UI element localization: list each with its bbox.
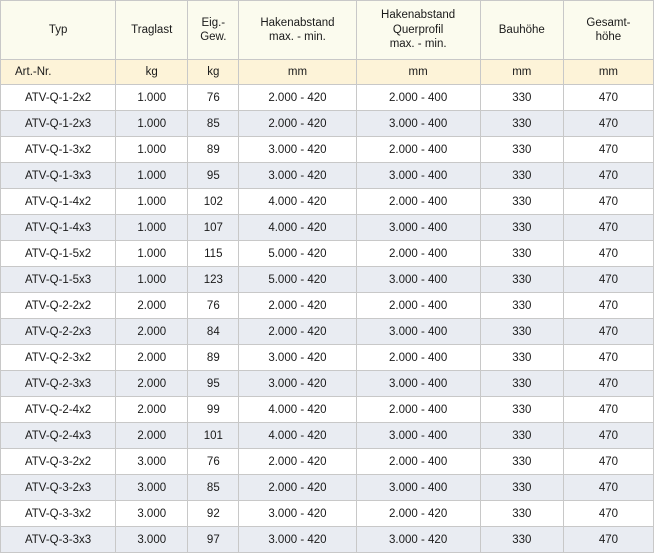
table-cell: 330 xyxy=(480,319,563,345)
table-cell: 2.000 xyxy=(116,423,188,449)
table-cell: 4.000 - 420 xyxy=(239,215,356,241)
table-cell: 3.000 - 420 xyxy=(239,527,356,553)
table-cell: 330 xyxy=(480,215,563,241)
units-cell-querprofil: mm xyxy=(356,60,480,85)
table-cell: 2.000 - 400 xyxy=(356,293,480,319)
header-querprofil-line2: Querprofil xyxy=(392,23,444,36)
table-cell: 3.000 - 420 xyxy=(239,345,356,371)
header-bauhoehe-line1: Bauhöhe xyxy=(498,23,545,36)
table-cell: 470 xyxy=(563,163,653,189)
cell-article-number: ATV-Q-2-3x2 xyxy=(1,345,116,371)
table-row xyxy=(1,215,654,241)
table-cell: 84 xyxy=(188,319,239,345)
table-cell: 330 xyxy=(480,371,563,397)
table-row xyxy=(1,137,654,163)
table-cell: 85 xyxy=(188,111,239,137)
table-cell: 2.000 - 420 xyxy=(356,501,480,527)
units-cell-bauhoehe: mm xyxy=(480,60,563,85)
table-row xyxy=(1,163,654,189)
units-cell-hakenabstand: mm xyxy=(239,60,356,85)
cell-article-number: ATV-Q-1-5x3 xyxy=(1,267,116,293)
header-gesamthoehe-line1: Gesamt- xyxy=(586,16,631,29)
table-cell: 1.000 xyxy=(116,137,188,163)
table-cell: 470 xyxy=(563,137,653,163)
units-cell-eigengewicht: kg xyxy=(188,60,239,85)
header-traglast-line1: Traglast xyxy=(131,23,173,36)
header-hakenabstand-line2: max. - min. xyxy=(269,31,326,43)
cell-article-number: ATV-Q-3-3x2 xyxy=(1,501,116,527)
table-row xyxy=(1,501,654,527)
table-row xyxy=(1,475,654,501)
table-row xyxy=(1,423,654,449)
table-cell: 5.000 - 420 xyxy=(239,241,356,267)
table-cell: 2.000 xyxy=(116,345,188,371)
table-cell: 330 xyxy=(480,85,563,111)
table-cell: 330 xyxy=(480,397,563,423)
table-cell: 2.000 xyxy=(116,293,188,319)
table-cell: 3.000 - 400 xyxy=(356,267,480,293)
table-cell: 3.000 - 420 xyxy=(239,137,356,163)
table-cell: 330 xyxy=(480,423,563,449)
cell-article-number: ATV-Q-2-3x3 xyxy=(1,371,116,397)
header-querprofil-line1: Hakenabstand xyxy=(381,9,456,22)
table-cell: 2.000 - 400 xyxy=(356,189,480,215)
table-cell: 3.000 - 400 xyxy=(356,423,480,449)
header-hakenabstand-line1: Hakenabstand xyxy=(260,16,335,29)
table-cell: 123 xyxy=(188,267,239,293)
table-cell: 1.000 xyxy=(116,215,188,241)
table-cell: 3.000 xyxy=(116,501,188,527)
table-cell: 76 xyxy=(188,449,239,475)
header-cell-typ xyxy=(1,1,116,60)
table-cell: 3.000 xyxy=(116,475,188,501)
table-cell: 470 xyxy=(563,267,653,293)
header-cell-hakenabstand xyxy=(239,1,356,60)
table-cell: 2.000 xyxy=(116,371,188,397)
table-cell: 3.000 - 420 xyxy=(239,371,356,397)
units-cell-artnr: Art.-Nr. xyxy=(1,60,116,85)
header-typ-line1: Typ xyxy=(48,23,68,36)
table-cell: 470 xyxy=(563,397,653,423)
table-row xyxy=(1,345,654,371)
table-cell: 2.000 - 400 xyxy=(356,345,480,371)
table-cell: 3.000 xyxy=(116,527,188,553)
table-cell: 2.000 - 400 xyxy=(356,241,480,267)
table-row xyxy=(1,371,654,397)
table-cell: 3.000 - 420 xyxy=(239,163,356,189)
table-cell: 2.000 xyxy=(116,397,188,423)
table-cell: 76 xyxy=(188,293,239,319)
table-cell: 3.000 - 420 xyxy=(239,501,356,527)
table-cell: 2.000 - 400 xyxy=(356,137,480,163)
table-cell: 470 xyxy=(563,345,653,371)
cell-article-number: ATV-Q-3-2x2 xyxy=(1,449,116,475)
cell-article-number: ATV-Q-1-2x2 xyxy=(1,85,116,111)
table-cell: 2.000 - 420 xyxy=(239,475,356,501)
table-cell: 3.000 - 400 xyxy=(356,215,480,241)
cell-article-number: ATV-Q-3-3x3 xyxy=(1,527,116,553)
cell-article-number: ATV-Q-2-4x3 xyxy=(1,423,116,449)
table-cell: 470 xyxy=(563,215,653,241)
table-cell: 3.000 - 400 xyxy=(356,111,480,137)
table-cell: 2.000 - 420 xyxy=(239,111,356,137)
header-cell-traglast xyxy=(116,1,188,60)
header-cell-bauhoehe xyxy=(480,1,563,60)
header-eigengewicht-line2: Gew. xyxy=(200,31,227,43)
table-cell: 470 xyxy=(563,475,653,501)
table-cell: 3.000 - 400 xyxy=(356,319,480,345)
table-cell: 330 xyxy=(480,189,563,215)
table-cell: 330 xyxy=(480,475,563,501)
table-cell: 3.000 - 400 xyxy=(356,163,480,189)
table-cell: 470 xyxy=(563,111,653,137)
table-cell: 95 xyxy=(188,163,239,189)
table-row xyxy=(1,293,654,319)
table-cell: 89 xyxy=(188,137,239,163)
table-cell: 470 xyxy=(563,423,653,449)
header-eigengewicht-line1: Eig.- xyxy=(201,16,226,29)
table-cell: 470 xyxy=(563,293,653,319)
cell-article-number: ATV-Q-3-2x3 xyxy=(1,475,116,501)
table-cell: 95 xyxy=(188,371,239,397)
table-cell: 470 xyxy=(563,241,653,267)
table-cell: 470 xyxy=(563,501,653,527)
table-cell: 470 xyxy=(563,527,653,553)
table-units-row xyxy=(1,60,654,85)
table-cell: 330 xyxy=(480,137,563,163)
table-cell: 3.000 - 420 xyxy=(356,527,480,553)
table-cell: 89 xyxy=(188,345,239,371)
table-cell: 101 xyxy=(188,423,239,449)
cell-article-number: ATV-Q-1-4x3 xyxy=(1,215,116,241)
table-row xyxy=(1,241,654,267)
table-cell: 1.000 xyxy=(116,189,188,215)
table-row xyxy=(1,527,654,553)
table-row xyxy=(1,397,654,423)
table-cell: 2.000 - 400 xyxy=(356,449,480,475)
table-cell: 330 xyxy=(480,345,563,371)
table-row xyxy=(1,85,654,111)
table-cell: 330 xyxy=(480,267,563,293)
table-cell: 1.000 xyxy=(116,163,188,189)
cell-article-number: ATV-Q-1-2x3 xyxy=(1,111,116,137)
table-cell: 76 xyxy=(188,85,239,111)
table-cell: 330 xyxy=(480,527,563,553)
table-cell: 99 xyxy=(188,397,239,423)
cell-article-number: ATV-Q-1-4x2 xyxy=(1,189,116,215)
table-cell: 3.000 - 400 xyxy=(356,475,480,501)
table-cell: 2.000 - 420 xyxy=(239,319,356,345)
table-cell: 330 xyxy=(480,241,563,267)
table-cell: 470 xyxy=(563,85,653,111)
table-cell: 107 xyxy=(188,215,239,241)
header-querprofil-line3: max. - min. xyxy=(389,38,447,51)
units-cell-gesamthoehe: mm xyxy=(563,60,653,85)
table-cell: 470 xyxy=(563,189,653,215)
table-cell: 470 xyxy=(563,371,653,397)
table-cell: 470 xyxy=(563,449,653,475)
header-gesamthoehe-line2: höhe xyxy=(595,31,622,43)
table-cell: 3.000 xyxy=(116,449,188,475)
table-cell: 2.000 xyxy=(116,319,188,345)
cell-article-number: ATV-Q-1-5x2 xyxy=(1,241,116,267)
table-row xyxy=(1,267,654,293)
table-row xyxy=(1,449,654,475)
table-cell: 1.000 xyxy=(116,85,188,111)
units-cell-traglast: kg xyxy=(116,60,188,85)
table-cell: 1.000 xyxy=(116,267,188,293)
table-row xyxy=(1,189,654,215)
table-cell: 1.000 xyxy=(116,111,188,137)
table-cell: 330 xyxy=(480,501,563,527)
table-cell: 4.000 - 420 xyxy=(239,189,356,215)
table-row xyxy=(1,319,654,345)
table-cell: 330 xyxy=(480,163,563,189)
cell-article-number: ATV-Q-2-2x2 xyxy=(1,293,116,319)
table-cell: 1.000 xyxy=(116,241,188,267)
table-cell: 2.000 - 420 xyxy=(239,293,356,319)
cell-article-number: ATV-Q-1-3x2 xyxy=(1,137,116,163)
table-cell: 2.000 - 400 xyxy=(356,85,480,111)
table-cell: 330 xyxy=(480,293,563,319)
header-cell-gesamthoehe xyxy=(563,1,653,60)
cell-article-number: ATV-Q-1-3x3 xyxy=(1,163,116,189)
table-cell: 2.000 - 400 xyxy=(356,397,480,423)
table-cell: 2.000 - 420 xyxy=(239,449,356,475)
table-cell: 85 xyxy=(188,475,239,501)
table-cell: 92 xyxy=(188,501,239,527)
table-cell: 470 xyxy=(563,319,653,345)
table-header-row xyxy=(1,1,654,60)
table-cell: 4.000 - 420 xyxy=(239,397,356,423)
table-cell: 2.000 - 420 xyxy=(239,85,356,111)
table-cell: 330 xyxy=(480,449,563,475)
table-cell: 330 xyxy=(480,111,563,137)
cell-article-number: ATV-Q-2-2x3 xyxy=(1,319,116,345)
header-cell-hakenabstand-querprofil xyxy=(356,1,480,60)
table-cell: 97 xyxy=(188,527,239,553)
table-cell: 3.000 - 400 xyxy=(356,371,480,397)
table-row xyxy=(1,111,654,137)
table-cell: 102 xyxy=(188,189,239,215)
table-cell: 5.000 - 420 xyxy=(239,267,356,293)
header-cell-eigengewicht xyxy=(188,1,239,60)
cell-article-number: ATV-Q-2-4x2 xyxy=(1,397,116,423)
table-cell: 115 xyxy=(188,241,239,267)
table-cell: 4.000 - 420 xyxy=(239,423,356,449)
